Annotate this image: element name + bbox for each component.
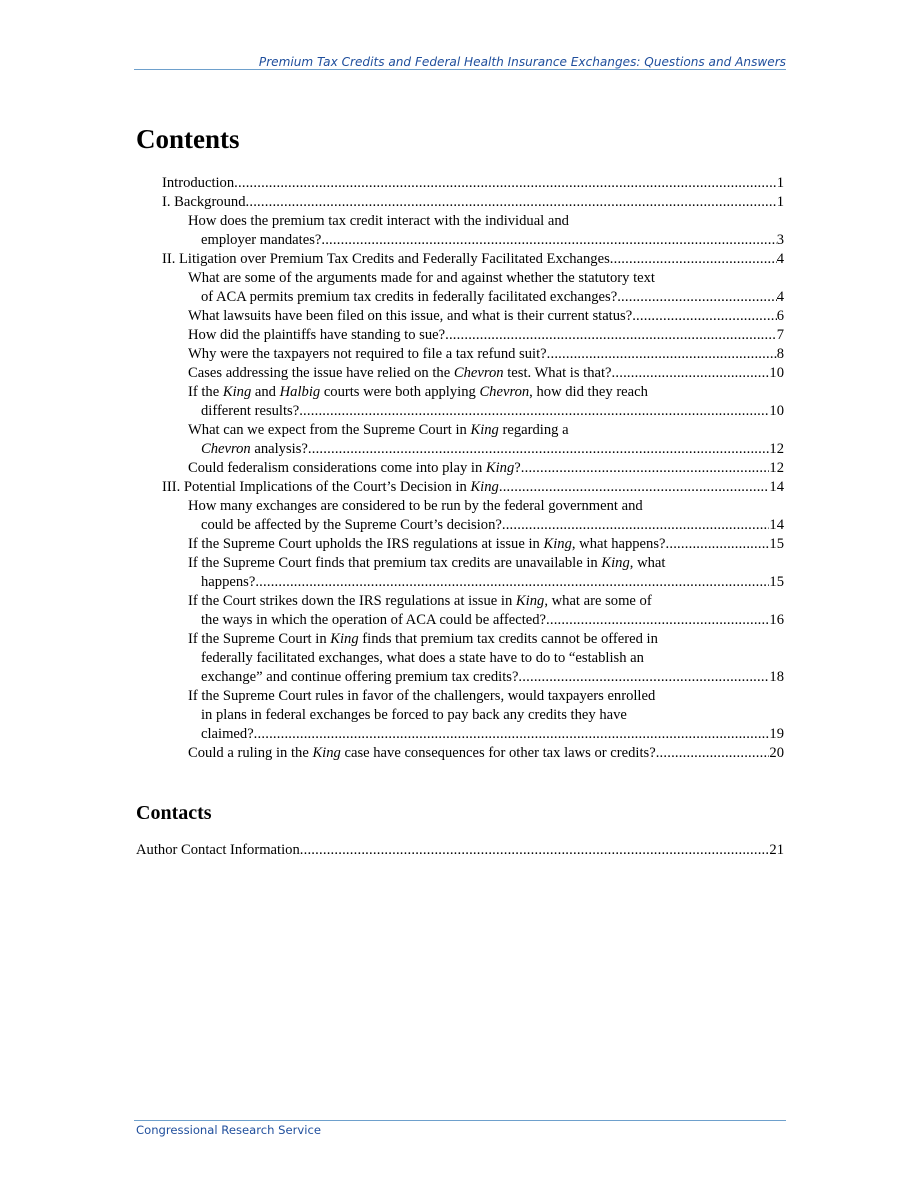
- toc-entry-title: exchange” and continue offering premium tax credits?: [201, 669, 519, 685]
- toc-entry-title: different results?: [201, 403, 300, 419]
- toc-page-number: 21: [769, 842, 784, 858]
- toc-entry[interactable]: [162, 193, 784, 212]
- toc-entry[interactable]: [201, 573, 784, 592]
- toc-leader-dots: [617, 288, 777, 307]
- toc-entry-title: Could a ruling in the King case have consequences for other tax laws or credits?: [188, 745, 656, 761]
- toc-entry-title: I. Background: [162, 194, 246, 210]
- toc-entry[interactable]: [201, 402, 784, 421]
- toc-entry-title: If the Supreme Court upholds the IRS regulations at issue in King, what happens?: [188, 536, 666, 552]
- toc-entry[interactable]: [188, 421, 784, 440]
- toc-page-number: 7: [776, 327, 784, 343]
- footer-org: Congressional Research Service: [136, 1123, 322, 1137]
- toc-page-number: 12: [769, 441, 784, 457]
- toc-entry-title: the ways in which the operation of ACA could be affected?: [201, 612, 547, 628]
- toc-entry[interactable]: [188, 383, 784, 402]
- toc-entry[interactable]: [162, 174, 784, 193]
- toc-entry-title: What lawsuits have been filed on this issue, and what is their current status?: [188, 308, 633, 324]
- toc-leader-dots: [656, 744, 770, 763]
- toc-entry-title: of ACA permits premium tax credits in federally facilitated exchanges?: [201, 289, 618, 305]
- toc-entry-title: could be affected by the Supreme Court’s decision?: [201, 517, 502, 533]
- toc-entry[interactable]: [188, 307, 784, 326]
- toc-leader-dots: [246, 193, 777, 212]
- toc-entry[interactable]: [188, 326, 784, 345]
- toc-entry-title: How does the premium tax credit interact with the individual and: [188, 213, 569, 229]
- toc-entry-title: What are some of the arguments made for and against whether the statutory text: [188, 270, 655, 286]
- toc-entry-title: If the King and Halbig courts were both applying Chevron, how did they reach: [188, 384, 648, 400]
- toc-entry-title: III. Potential Implications of the Court’s Decision in King: [162, 479, 499, 495]
- toc-leader-dots: [547, 345, 777, 364]
- toc-entry-title: claimed?: [201, 726, 254, 742]
- toc-entry[interactable]: [201, 668, 784, 687]
- toc-entry[interactable]: [162, 478, 784, 497]
- toc-entry-title: How many exchanges are considered to be run by the federal government and: [188, 498, 643, 514]
- toc-page-number: 15: [769, 536, 784, 552]
- toc-entry[interactable]: [188, 535, 784, 554]
- toc-entry-title: Cases addressing the issue have relied on the Chevron test. What is that?: [188, 365, 612, 381]
- toc-leader-dots: [308, 440, 770, 459]
- toc-entry[interactable]: [162, 250, 784, 269]
- toc-entry[interactable]: [201, 231, 784, 250]
- toc-entry[interactable]: [188, 269, 784, 288]
- toc-page-number: 8: [776, 346, 784, 362]
- toc-leader-dots: [300, 841, 770, 860]
- toc-page-number: 20: [769, 745, 784, 761]
- toc-entry[interactable]: [188, 364, 784, 383]
- toc-leader-dots: [546, 611, 769, 630]
- toc-entry-title: federally facilitated exchanges, what does a state have to do to “establish an: [201, 650, 644, 666]
- toc-page-number: 18: [769, 669, 784, 685]
- toc-leader-dots: [518, 668, 769, 687]
- toc-entry-title: If the Supreme Court in King finds that premium tax credits cannot be offered in: [188, 631, 658, 647]
- toc-entry[interactable]: [188, 459, 784, 478]
- toc-entry[interactable]: [188, 630, 784, 649]
- toc-page-number: 4: [776, 251, 784, 267]
- toc-page-number: 1: [776, 194, 784, 210]
- toc-entry-title: If the Supreme Court rules in favor of the challengers, would taxpayers enrolled: [188, 688, 656, 704]
- toc-entry-title: Introduction: [162, 175, 235, 191]
- toc-entry-title: Why were the taxpayers not required to file a tax refund suit?: [188, 346, 547, 362]
- toc-entry[interactable]: [201, 611, 784, 630]
- toc-page-number: 10: [769, 403, 784, 419]
- toc-entry[interactable]: [188, 687, 784, 706]
- toc-entry[interactable]: [188, 554, 784, 573]
- toc-leader-dots: [254, 725, 770, 744]
- toc-page-number: 15: [769, 574, 784, 590]
- toc-page-number: 19: [769, 726, 784, 742]
- contacts-title: Contacts: [136, 802, 212, 824]
- toc-leader-dots: [612, 364, 770, 383]
- toc-entry-title: If the Court strikes down the IRS regulations at issue in King, what are some of: [188, 593, 652, 609]
- running-header: Premium Tax Credits and Federal Health Insurance Exchanges: Questions and Answers: [258, 55, 786, 69]
- toc-entry[interactable]: [201, 649, 784, 668]
- toc-entry-title: II. Litigation over Premium Tax Credits and Federally Facilitated Exchanges: [162, 251, 610, 267]
- toc-entry-title: Author Contact Information: [136, 842, 300, 858]
- toc-page-number: 12: [769, 460, 784, 476]
- toc-entry[interactable]: [201, 516, 784, 535]
- toc-leader-dots: [521, 459, 770, 478]
- toc-entry-title: happens?: [201, 574, 256, 590]
- toc-leader-dots: [502, 516, 770, 535]
- toc-page-number: 6: [776, 308, 784, 324]
- toc-page-number: 10: [769, 365, 784, 381]
- footer-rule: [134, 1120, 786, 1121]
- toc-entry-title: employer mandates?: [201, 232, 322, 248]
- toc-entry[interactable]: [201, 288, 784, 307]
- toc-entry[interactable]: [188, 592, 784, 611]
- toc-leader-dots: [499, 478, 770, 497]
- toc-entry[interactable]: [201, 440, 784, 459]
- toc-entry[interactable]: [136, 841, 784, 860]
- toc-leader-dots: [234, 174, 777, 193]
- toc-leader-dots: [666, 535, 770, 554]
- toc-entry-title: Could federalism considerations come into play in King?: [188, 460, 521, 476]
- toc-page-number: 4: [776, 289, 784, 305]
- toc-entry-title: Chevron analysis?: [201, 441, 308, 457]
- toc-entry[interactable]: [201, 725, 784, 744]
- toc-entry[interactable]: [188, 497, 784, 516]
- toc-page-number: 14: [769, 517, 784, 533]
- toc-entry[interactable]: [188, 212, 784, 231]
- toc-leader-dots: [445, 326, 777, 345]
- toc-leader-dots: [610, 250, 777, 269]
- toc-entry[interactable]: [201, 706, 784, 725]
- toc-entry-title: If the Supreme Court finds that premium tax credits are unavailable in King, what: [188, 555, 666, 571]
- toc-entry-title: How did the plaintiffs have standing to sue?: [188, 327, 446, 343]
- header-rule: [134, 69, 786, 70]
- toc-page-number: 14: [769, 479, 784, 495]
- toc-leader-dots: [255, 573, 769, 592]
- toc-page-number: 16: [769, 612, 784, 628]
- contents-title: Contents: [136, 124, 240, 154]
- toc-entry-title: What can we expect from the Supreme Court in King regarding a: [188, 422, 569, 438]
- toc-leader-dots: [321, 231, 776, 250]
- toc-entry[interactable]: [188, 345, 784, 364]
- toc-entry[interactable]: [188, 744, 784, 763]
- toc-leader-dots: [299, 402, 769, 421]
- toc-page-number: 3: [776, 232, 784, 248]
- toc-leader-dots: [632, 307, 777, 326]
- toc-entry-title: in plans in federal exchanges be forced to pay back any credits they have: [201, 707, 627, 723]
- toc-page-number: 1: [776, 175, 784, 191]
